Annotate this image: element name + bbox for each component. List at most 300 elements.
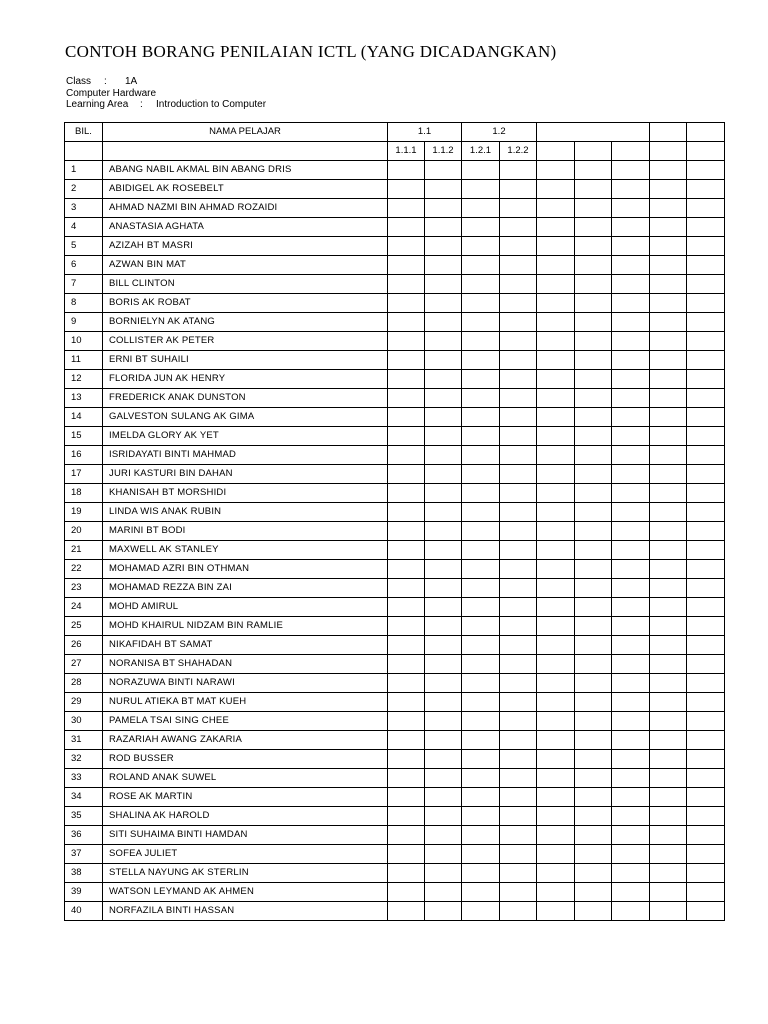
score-cell[interactable] — [425, 636, 462, 655]
score-cell[interactable] — [388, 256, 425, 275]
score-cell[interactable] — [388, 541, 425, 560]
score-cell[interactable] — [462, 503, 500, 522]
score-cell[interactable] — [388, 427, 425, 446]
score-cell[interactable] — [537, 503, 575, 522]
score-cell[interactable] — [575, 845, 612, 864]
score-cell[interactable] — [425, 503, 462, 522]
score-cell[interactable] — [388, 712, 425, 731]
score-cell[interactable] — [650, 313, 687, 332]
score-cell[interactable] — [462, 636, 500, 655]
score-cell[interactable] — [687, 750, 725, 769]
score-cell[interactable] — [687, 693, 725, 712]
score-cell[interactable] — [612, 275, 650, 294]
score-cell[interactable] — [537, 902, 575, 921]
score-cell[interactable] — [650, 465, 687, 484]
score-cell[interactable] — [687, 294, 725, 313]
score-cell[interactable] — [687, 560, 725, 579]
score-cell[interactable] — [612, 256, 650, 275]
score-cell[interactable] — [687, 161, 725, 180]
score-cell[interactable] — [575, 522, 612, 541]
score-cell[interactable] — [388, 522, 425, 541]
score-cell[interactable] — [650, 237, 687, 256]
score-cell[interactable] — [388, 465, 425, 484]
score-cell[interactable] — [462, 465, 500, 484]
score-cell[interactable] — [500, 788, 537, 807]
score-cell[interactable] — [575, 541, 612, 560]
score-cell[interactable] — [687, 541, 725, 560]
score-cell[interactable] — [612, 522, 650, 541]
score-cell[interactable] — [425, 750, 462, 769]
score-cell[interactable] — [612, 883, 650, 902]
score-cell[interactable] — [575, 883, 612, 902]
score-cell[interactable] — [687, 275, 725, 294]
score-cell[interactable] — [537, 313, 575, 332]
score-cell[interactable] — [500, 370, 537, 389]
score-cell[interactable] — [500, 408, 537, 427]
score-cell[interactable] — [575, 579, 612, 598]
score-cell[interactable] — [462, 807, 500, 826]
score-cell[interactable] — [388, 370, 425, 389]
score-cell[interactable] — [612, 408, 650, 427]
score-cell[interactable] — [462, 256, 500, 275]
score-cell[interactable] — [425, 693, 462, 712]
score-cell[interactable] — [500, 902, 537, 921]
score-cell[interactable] — [388, 598, 425, 617]
score-cell[interactable] — [462, 275, 500, 294]
score-cell[interactable] — [537, 180, 575, 199]
score-cell[interactable] — [612, 674, 650, 693]
score-cell[interactable] — [388, 237, 425, 256]
score-cell[interactable] — [650, 750, 687, 769]
score-cell[interactable] — [612, 693, 650, 712]
score-cell[interactable] — [425, 826, 462, 845]
score-cell[interactable] — [650, 408, 687, 427]
score-cell[interactable] — [687, 313, 725, 332]
score-cell[interactable] — [462, 313, 500, 332]
score-cell[interactable] — [687, 636, 725, 655]
score-cell[interactable] — [500, 807, 537, 826]
score-cell[interactable] — [500, 655, 537, 674]
score-cell[interactable] — [425, 446, 462, 465]
score-cell[interactable] — [537, 332, 575, 351]
score-cell[interactable] — [575, 465, 612, 484]
score-cell[interactable] — [462, 693, 500, 712]
score-cell[interactable] — [537, 579, 575, 598]
score-cell[interactable] — [575, 655, 612, 674]
score-cell[interactable] — [537, 636, 575, 655]
score-cell[interactable] — [500, 351, 537, 370]
score-cell[interactable] — [500, 636, 537, 655]
score-cell[interactable] — [500, 256, 537, 275]
score-cell[interactable] — [462, 218, 500, 237]
score-cell[interactable] — [537, 788, 575, 807]
score-cell[interactable] — [575, 218, 612, 237]
score-cell[interactable] — [687, 883, 725, 902]
score-cell[interactable] — [388, 199, 425, 218]
score-cell[interactable] — [425, 769, 462, 788]
score-cell[interactable] — [462, 579, 500, 598]
score-cell[interactable] — [462, 237, 500, 256]
score-cell[interactable] — [462, 541, 500, 560]
score-cell[interactable] — [500, 826, 537, 845]
score-cell[interactable] — [612, 750, 650, 769]
score-cell[interactable] — [575, 161, 612, 180]
score-cell[interactable] — [650, 655, 687, 674]
score-cell[interactable] — [537, 370, 575, 389]
score-cell[interactable] — [388, 503, 425, 522]
score-cell[interactable] — [425, 408, 462, 427]
score-cell[interactable] — [425, 674, 462, 693]
score-cell[interactable] — [612, 465, 650, 484]
score-cell[interactable] — [575, 693, 612, 712]
score-cell[interactable] — [425, 598, 462, 617]
score-cell[interactable] — [500, 484, 537, 503]
score-cell[interactable] — [575, 712, 612, 731]
score-cell[interactable] — [425, 389, 462, 408]
score-cell[interactable] — [388, 864, 425, 883]
score-cell[interactable] — [500, 579, 537, 598]
score-cell[interactable] — [537, 199, 575, 218]
score-cell[interactable] — [575, 788, 612, 807]
score-cell[interactable] — [388, 408, 425, 427]
score-cell[interactable] — [650, 541, 687, 560]
score-cell[interactable] — [462, 161, 500, 180]
score-cell[interactable] — [612, 389, 650, 408]
score-cell[interactable] — [650, 351, 687, 370]
score-cell[interactable] — [650, 693, 687, 712]
score-cell[interactable] — [537, 294, 575, 313]
score-cell[interactable] — [575, 731, 612, 750]
score-cell[interactable] — [462, 769, 500, 788]
score-cell[interactable] — [575, 275, 612, 294]
score-cell[interactable] — [575, 807, 612, 826]
score-cell[interactable] — [500, 845, 537, 864]
score-cell[interactable] — [650, 427, 687, 446]
score-cell[interactable] — [537, 541, 575, 560]
score-cell[interactable] — [612, 503, 650, 522]
score-cell[interactable] — [462, 598, 500, 617]
score-cell[interactable] — [388, 484, 425, 503]
score-cell[interactable] — [500, 712, 537, 731]
score-cell[interactable] — [462, 332, 500, 351]
score-cell[interactable] — [388, 636, 425, 655]
score-cell[interactable] — [462, 712, 500, 731]
score-cell[interactable] — [462, 750, 500, 769]
score-cell[interactable] — [650, 788, 687, 807]
score-cell[interactable] — [612, 845, 650, 864]
score-cell[interactable] — [612, 218, 650, 237]
score-cell[interactable] — [575, 408, 612, 427]
score-cell[interactable] — [612, 902, 650, 921]
score-cell[interactable] — [650, 370, 687, 389]
score-cell[interactable] — [425, 560, 462, 579]
score-cell[interactable] — [537, 883, 575, 902]
score-cell[interactable] — [388, 788, 425, 807]
score-cell[interactable] — [388, 883, 425, 902]
score-cell[interactable] — [537, 484, 575, 503]
score-cell[interactable] — [462, 199, 500, 218]
score-cell[interactable] — [537, 237, 575, 256]
score-cell[interactable] — [612, 161, 650, 180]
score-cell[interactable] — [500, 883, 537, 902]
score-cell[interactable] — [612, 332, 650, 351]
score-cell[interactable] — [500, 313, 537, 332]
score-cell[interactable] — [462, 788, 500, 807]
score-cell[interactable] — [388, 769, 425, 788]
score-cell[interactable] — [650, 617, 687, 636]
score-cell[interactable] — [687, 522, 725, 541]
score-cell[interactable] — [650, 845, 687, 864]
score-cell[interactable] — [687, 256, 725, 275]
score-cell[interactable] — [462, 883, 500, 902]
score-cell[interactable] — [650, 218, 687, 237]
score-cell[interactable] — [537, 408, 575, 427]
score-cell[interactable] — [537, 161, 575, 180]
score-cell[interactable] — [425, 351, 462, 370]
score-cell[interactable] — [388, 560, 425, 579]
score-cell[interactable] — [500, 161, 537, 180]
score-cell[interactable] — [612, 788, 650, 807]
score-cell[interactable] — [537, 712, 575, 731]
score-cell[interactable] — [537, 351, 575, 370]
score-cell[interactable] — [575, 864, 612, 883]
score-cell[interactable] — [575, 560, 612, 579]
score-cell[interactable] — [687, 389, 725, 408]
score-cell[interactable] — [687, 465, 725, 484]
score-cell[interactable] — [687, 826, 725, 845]
score-cell[interactable] — [537, 826, 575, 845]
score-cell[interactable] — [687, 617, 725, 636]
score-cell[interactable] — [575, 769, 612, 788]
score-cell[interactable] — [462, 826, 500, 845]
score-cell[interactable] — [462, 484, 500, 503]
score-cell[interactable] — [612, 199, 650, 218]
score-cell[interactable] — [500, 674, 537, 693]
score-cell[interactable] — [425, 161, 462, 180]
score-cell[interactable] — [388, 218, 425, 237]
score-cell[interactable] — [575, 750, 612, 769]
score-cell[interactable] — [425, 237, 462, 256]
score-cell[interactable] — [612, 864, 650, 883]
score-cell[interactable] — [388, 579, 425, 598]
score-cell[interactable] — [388, 180, 425, 199]
score-cell[interactable] — [500, 560, 537, 579]
score-cell[interactable] — [612, 427, 650, 446]
score-cell[interactable] — [687, 579, 725, 598]
score-cell[interactable] — [687, 332, 725, 351]
score-cell[interactable] — [500, 427, 537, 446]
score-cell[interactable] — [650, 332, 687, 351]
score-cell[interactable] — [388, 275, 425, 294]
score-cell[interactable] — [425, 579, 462, 598]
score-cell[interactable] — [425, 845, 462, 864]
score-cell[interactable] — [500, 541, 537, 560]
score-cell[interactable] — [650, 161, 687, 180]
score-cell[interactable] — [687, 446, 725, 465]
score-cell[interactable] — [650, 503, 687, 522]
score-cell[interactable] — [500, 617, 537, 636]
score-cell[interactable] — [500, 332, 537, 351]
score-cell[interactable] — [650, 256, 687, 275]
score-cell[interactable] — [537, 256, 575, 275]
score-cell[interactable] — [650, 769, 687, 788]
score-cell[interactable] — [687, 845, 725, 864]
score-cell[interactable] — [500, 503, 537, 522]
score-cell[interactable] — [425, 655, 462, 674]
score-cell[interactable] — [462, 180, 500, 199]
score-cell[interactable] — [575, 503, 612, 522]
score-cell[interactable] — [388, 655, 425, 674]
score-cell[interactable] — [650, 902, 687, 921]
score-cell[interactable] — [425, 256, 462, 275]
score-cell[interactable] — [575, 313, 612, 332]
score-cell[interactable] — [650, 598, 687, 617]
score-cell[interactable] — [612, 731, 650, 750]
score-cell[interactable] — [537, 845, 575, 864]
score-cell[interactable] — [537, 522, 575, 541]
score-cell[interactable] — [537, 560, 575, 579]
score-cell[interactable] — [388, 674, 425, 693]
score-cell[interactable] — [687, 370, 725, 389]
score-cell[interactable] — [650, 636, 687, 655]
score-cell[interactable] — [425, 218, 462, 237]
score-cell[interactable] — [425, 617, 462, 636]
score-cell[interactable] — [500, 294, 537, 313]
score-cell[interactable] — [575, 237, 612, 256]
score-cell[interactable] — [537, 275, 575, 294]
score-cell[interactable] — [650, 560, 687, 579]
score-cell[interactable] — [575, 902, 612, 921]
score-cell[interactable] — [388, 826, 425, 845]
score-cell[interactable] — [687, 237, 725, 256]
score-cell[interactable] — [612, 313, 650, 332]
score-cell[interactable] — [425, 902, 462, 921]
score-cell[interactable] — [537, 674, 575, 693]
score-cell[interactable] — [388, 161, 425, 180]
score-cell[interactable] — [687, 788, 725, 807]
score-cell[interactable] — [575, 180, 612, 199]
score-cell[interactable] — [425, 484, 462, 503]
score-cell[interactable] — [425, 370, 462, 389]
score-cell[interactable] — [388, 332, 425, 351]
score-cell[interactable] — [500, 199, 537, 218]
score-cell[interactable] — [612, 636, 650, 655]
score-cell[interactable] — [687, 902, 725, 921]
score-cell[interactable] — [575, 826, 612, 845]
score-cell[interactable] — [650, 522, 687, 541]
score-cell[interactable] — [500, 446, 537, 465]
score-cell[interactable] — [575, 598, 612, 617]
score-cell[interactable] — [650, 807, 687, 826]
score-cell[interactable] — [425, 294, 462, 313]
score-cell[interactable] — [388, 446, 425, 465]
score-cell[interactable] — [500, 465, 537, 484]
score-cell[interactable] — [612, 769, 650, 788]
score-cell[interactable] — [537, 389, 575, 408]
score-cell[interactable] — [500, 864, 537, 883]
score-cell[interactable] — [575, 199, 612, 218]
score-cell[interactable] — [687, 199, 725, 218]
score-cell[interactable] — [425, 332, 462, 351]
score-cell[interactable] — [500, 731, 537, 750]
score-cell[interactable] — [612, 579, 650, 598]
score-cell[interactable] — [500, 522, 537, 541]
score-cell[interactable] — [612, 807, 650, 826]
score-cell[interactable] — [537, 617, 575, 636]
score-cell[interactable] — [462, 617, 500, 636]
score-cell[interactable] — [537, 807, 575, 826]
score-cell[interactable] — [650, 446, 687, 465]
score-cell[interactable] — [612, 655, 650, 674]
score-cell[interactable] — [612, 560, 650, 579]
score-cell[interactable] — [687, 655, 725, 674]
score-cell[interactable] — [687, 769, 725, 788]
score-cell[interactable] — [687, 807, 725, 826]
score-cell[interactable] — [388, 389, 425, 408]
score-cell[interactable] — [537, 750, 575, 769]
score-cell[interactable] — [650, 579, 687, 598]
score-cell[interactable] — [612, 351, 650, 370]
score-cell[interactable] — [462, 674, 500, 693]
score-cell[interactable] — [425, 864, 462, 883]
score-cell[interactable] — [612, 237, 650, 256]
score-cell[interactable] — [388, 351, 425, 370]
score-cell[interactable] — [500, 180, 537, 199]
score-cell[interactable] — [650, 731, 687, 750]
score-cell[interactable] — [462, 864, 500, 883]
score-cell[interactable] — [425, 199, 462, 218]
score-cell[interactable] — [612, 484, 650, 503]
score-cell[interactable] — [462, 351, 500, 370]
score-cell[interactable] — [612, 370, 650, 389]
score-cell[interactable] — [575, 294, 612, 313]
score-cell[interactable] — [500, 389, 537, 408]
score-cell[interactable] — [650, 180, 687, 199]
score-cell[interactable] — [425, 313, 462, 332]
score-cell[interactable] — [687, 864, 725, 883]
score-cell[interactable] — [462, 560, 500, 579]
score-cell[interactable] — [650, 674, 687, 693]
score-cell[interactable] — [537, 769, 575, 788]
score-cell[interactable] — [687, 484, 725, 503]
score-cell[interactable] — [462, 655, 500, 674]
score-cell[interactable] — [575, 332, 612, 351]
score-cell[interactable] — [388, 731, 425, 750]
score-cell[interactable] — [462, 408, 500, 427]
score-cell[interactable] — [425, 883, 462, 902]
score-cell[interactable] — [575, 484, 612, 503]
score-cell[interactable] — [425, 731, 462, 750]
score-cell[interactable] — [687, 408, 725, 427]
score-cell[interactable] — [500, 598, 537, 617]
score-cell[interactable] — [388, 294, 425, 313]
score-cell[interactable] — [687, 351, 725, 370]
score-cell[interactable] — [687, 427, 725, 446]
score-cell[interactable] — [612, 541, 650, 560]
score-cell[interactable] — [575, 636, 612, 655]
score-cell[interactable] — [575, 617, 612, 636]
score-cell[interactable] — [462, 731, 500, 750]
score-cell[interactable] — [425, 275, 462, 294]
score-cell[interactable] — [462, 294, 500, 313]
score-cell[interactable] — [462, 427, 500, 446]
score-cell[interactable] — [650, 275, 687, 294]
score-cell[interactable] — [425, 807, 462, 826]
score-cell[interactable] — [537, 465, 575, 484]
score-cell[interactable] — [650, 484, 687, 503]
score-cell[interactable] — [500, 218, 537, 237]
score-cell[interactable] — [612, 712, 650, 731]
